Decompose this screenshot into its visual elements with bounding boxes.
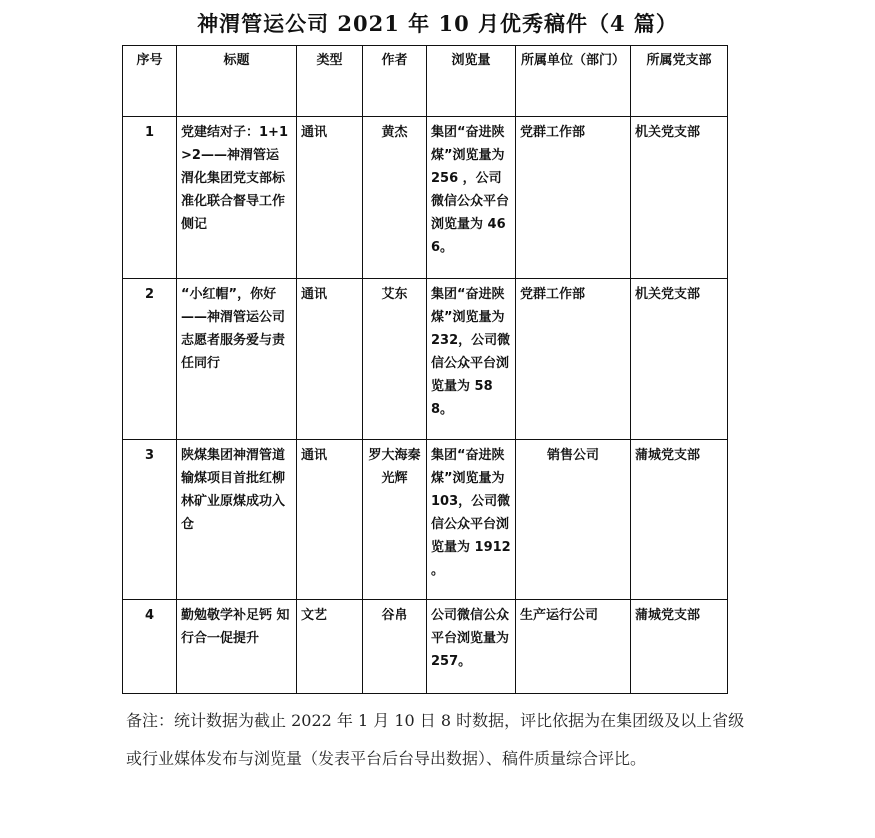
cell-unit: 党群工作部 bbox=[516, 279, 631, 440]
header-views: 浏览量 bbox=[427, 46, 516, 117]
cell-unit: 生产运行公司 bbox=[516, 600, 631, 694]
remarks-note: 备注：统计数据为截止 2022 年 1 月 10 日 8 时数据，评比依据为在集团级及以上省级或行业媒体发布与浏览量（发表平台后台导出数据）、稿件质量综合评比。 bbox=[126, 711, 745, 768]
cell-title: 陕煤集团神渭管道输煤项目首批红柳林矿业原煤成功入仓 bbox=[177, 440, 297, 600]
cell-unit: 销售公司 bbox=[516, 440, 631, 600]
cell-branch: 机关党支部 bbox=[631, 117, 728, 279]
cell-title: 勤勉敬学补足钙 知行合一促提升 bbox=[177, 600, 297, 694]
cell-no: 1 bbox=[123, 117, 177, 279]
cell-views: 集团“奋进陕煤”浏览量为 232，公司微信公众平台浏览量为 588。 bbox=[427, 279, 516, 440]
table-row bbox=[123, 440, 728, 600]
cell-branch: 蒲城党支部 bbox=[631, 440, 728, 600]
cell-no: 3 bbox=[123, 440, 177, 600]
cell-views: 公司微信公众平台浏览量为 257。 bbox=[427, 600, 516, 694]
table-row bbox=[123, 117, 728, 279]
cell-no: 4 bbox=[123, 600, 177, 694]
cell-unit: 党群工作部 bbox=[516, 117, 631, 279]
header-no: 序号 bbox=[123, 46, 177, 117]
cell-author: 罗大海秦光辉 bbox=[363, 440, 427, 600]
excellent-articles-table bbox=[122, 45, 728, 694]
cell-no: 2 bbox=[123, 279, 177, 440]
cell-author: 谷帛 bbox=[363, 600, 427, 694]
cell-author: 艾东 bbox=[363, 279, 427, 440]
table-row bbox=[123, 600, 728, 694]
header-author: 作者 bbox=[363, 46, 427, 117]
cell-title: 党建结对子：1+1>2——神渭管运 渭化集团党支部标准化联合督导工作侧记 bbox=[177, 117, 297, 279]
cell-branch: 机关党支部 bbox=[631, 279, 728, 440]
header-branch: 所属党支部 bbox=[631, 46, 728, 117]
header-type: 类型 bbox=[297, 46, 363, 117]
header-unit: 所属单位（部门） bbox=[516, 46, 631, 117]
cell-branch: 蒲城党支部 bbox=[631, 600, 728, 694]
cell-type: 通讯 bbox=[297, 440, 363, 600]
cell-type: 通讯 bbox=[297, 279, 363, 440]
cell-author: 黄杰 bbox=[363, 117, 427, 279]
cell-views: 集团“奋进陕煤”浏览量为 103，公司微信公众平台浏览量为 1912 。 bbox=[427, 440, 516, 600]
table-row bbox=[123, 279, 728, 440]
document-title: 神渭管运公司 2021 年 10 月优秀稿件（4 篇） bbox=[197, 11, 678, 36]
cell-type: 文艺 bbox=[297, 600, 363, 694]
cell-views: 集团“奋进陕煤”浏览量为 256 ，公司微信公众平台浏览量为 466。 bbox=[427, 117, 516, 279]
header-title: 标题 bbox=[177, 46, 297, 117]
cell-title: “小红帽”，你好 ——神渭管运公司志愿者服务爱与责任同行 bbox=[177, 279, 297, 440]
table-header-row bbox=[123, 46, 728, 117]
cell-type: 通讯 bbox=[297, 117, 363, 279]
